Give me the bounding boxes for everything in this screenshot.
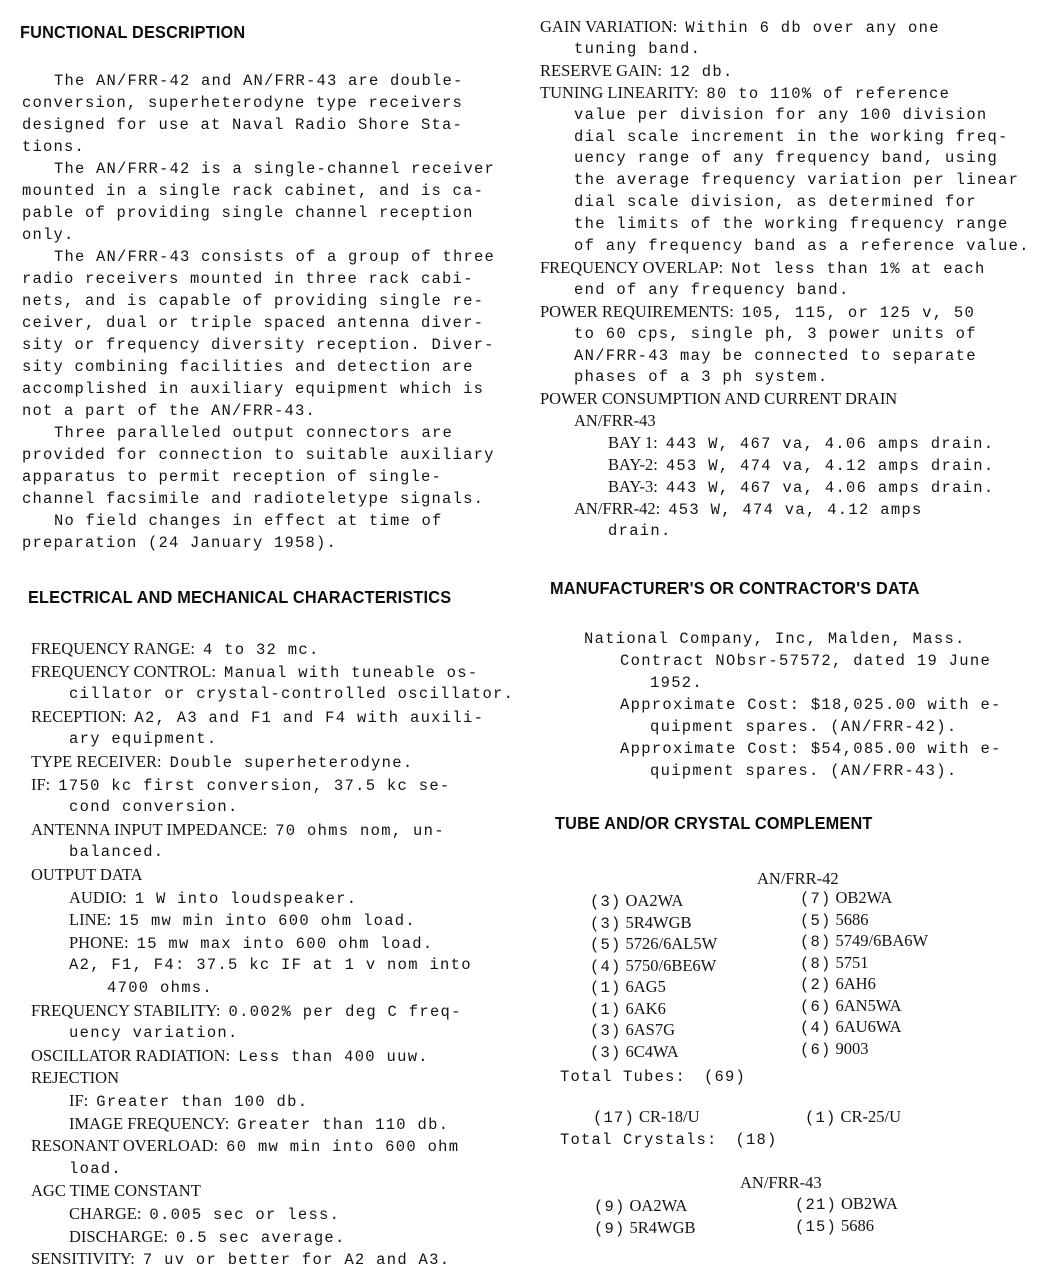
tube-qty: (8) bbox=[800, 933, 832, 951]
spec-label: FREQUENCY CONTROL: bbox=[31, 661, 217, 681]
spec-label: IMAGE FREQUENCY: bbox=[69, 1113, 230, 1133]
tube-type: 6AU6WA bbox=[835, 1017, 902, 1036]
tube-qty: (3) bbox=[590, 1022, 622, 1040]
spec-row bbox=[31, 751, 413, 774]
tube-type: 5726/6AL5W bbox=[625, 934, 718, 953]
manufacturer-line bbox=[620, 650, 991, 672]
tube-item bbox=[594, 1195, 687, 1218]
spec-value: balanced. bbox=[69, 843, 165, 862]
paragraph-line: apparatus to permit reception of single- bbox=[22, 468, 443, 486]
spec-row bbox=[574, 126, 1009, 148]
spec-label: IF: bbox=[69, 1091, 89, 1110]
manufacturer-line bbox=[584, 628, 966, 650]
tube-item bbox=[800, 887, 892, 910]
spec-value: phases of a 3 ph system. bbox=[574, 368, 829, 387]
spec-row bbox=[31, 1067, 119, 1090]
spec-row bbox=[608, 454, 994, 477]
tube-type: 5750/6BE6W bbox=[625, 955, 717, 975]
tube-qty: (4) bbox=[800, 1019, 832, 1037]
tube-qty: (3) bbox=[590, 893, 622, 911]
spec-label: GAIN VARIATION: bbox=[540, 17, 678, 36]
spec-row bbox=[31, 638, 320, 661]
tube-type: OA2WA bbox=[625, 891, 684, 910]
spec-label: CHARGE: bbox=[69, 1204, 142, 1223]
tube-qty: (2) bbox=[800, 976, 832, 994]
spec-label: RECEPTION: bbox=[31, 706, 127, 726]
paragraph-line: conversion, superheterodyne type receivers bbox=[22, 94, 464, 112]
spec-value: to 60 cps, single ph, 3 power units of bbox=[574, 324, 977, 343]
manufacturer-line bbox=[620, 738, 1002, 760]
spec-value: cillator or crystal-controlled oscillator. bbox=[69, 685, 515, 704]
tube-type: OB2WA bbox=[835, 888, 893, 907]
spec-row bbox=[31, 1045, 429, 1068]
spec-label: BAY 1: bbox=[608, 433, 658, 453]
tube-type: 6AG5 bbox=[625, 977, 666, 996]
manufacturer-line bbox=[650, 672, 703, 694]
spec-row bbox=[574, 169, 1019, 191]
spec-value: 4 to 32 mc. bbox=[202, 641, 320, 659]
paragraph-line: sity combining facilities and detection are bbox=[22, 358, 474, 376]
tube-item bbox=[795, 1215, 874, 1238]
spec-value: uency variation. bbox=[69, 1024, 239, 1043]
spec-label: IF: bbox=[31, 774, 51, 794]
spec-row bbox=[69, 954, 472, 976]
tube-item bbox=[594, 1217, 696, 1240]
spec-value: 70 ohms nom, un- bbox=[275, 821, 445, 840]
crystal-qty: (1) bbox=[805, 1109, 837, 1127]
tube-qty: (15) bbox=[795, 1217, 838, 1236]
tube-item bbox=[800, 1016, 902, 1039]
spec-value: the average frequency variation per linear bbox=[574, 171, 1020, 190]
spec-value: A2, A3 and F1 and F4 with auxili- bbox=[134, 708, 485, 727]
tube-type: 5751 bbox=[835, 952, 869, 972]
crystal-qty: (17) bbox=[593, 1109, 636, 1127]
spec-value: load. bbox=[69, 1159, 123, 1178]
manufacturer-data-heading: MANUFACTURER'S OR CONTRACTOR'S DATA bbox=[550, 578, 920, 598]
spec-value: dial scale increment in the working freq- bbox=[574, 127, 1009, 146]
spec-label: TUNING LINEARITY: bbox=[540, 82, 699, 102]
paragraph-line: Three paralleled output connectors are bbox=[54, 424, 454, 442]
tube-crystal-complement-heading: TUBE AND/OR CRYSTAL COMPLEMENT bbox=[555, 813, 873, 833]
spec-label: AN/FRR-42: bbox=[574, 498, 661, 518]
paragraph-line: preparation (24 January 1958). bbox=[22, 534, 338, 552]
spec-label: POWER REQUIREMENTS: bbox=[540, 301, 734, 321]
spec-row bbox=[574, 104, 987, 126]
manufacturer-line bbox=[620, 694, 1002, 716]
spec-row bbox=[31, 1248, 450, 1271]
spec-row bbox=[574, 191, 977, 213]
spec-label: DISCHARGE: bbox=[69, 1226, 169, 1246]
spec-label: BAY-2: bbox=[608, 455, 658, 474]
spec-row bbox=[31, 661, 478, 684]
spec-row bbox=[540, 301, 975, 324]
functional-description-heading: FUNCTIONAL DESCRIPTION bbox=[20, 22, 246, 42]
spec-value: drain. bbox=[608, 521, 672, 540]
spec-value: the limits of the working frequency range bbox=[574, 215, 1009, 234]
spec-row bbox=[69, 1226, 346, 1249]
tube-item bbox=[800, 973, 876, 996]
spec-value: 4700 ohms. bbox=[107, 979, 214, 997]
manufacturer-text: 1952. bbox=[650, 674, 704, 692]
spec-row bbox=[69, 932, 433, 955]
paragraph-line: only. bbox=[22, 226, 75, 244]
tube-qty: (8) bbox=[800, 954, 832, 973]
crystal-type: CR-25/U bbox=[840, 1107, 902, 1126]
tube-item bbox=[590, 1019, 675, 1042]
spec-value: 0.5 sec average. bbox=[176, 1228, 346, 1247]
paragraph-line: radio receivers mounted in three rack cabi- bbox=[22, 270, 474, 288]
spec-row bbox=[574, 38, 701, 60]
spec-row bbox=[69, 1090, 308, 1113]
tube-qty: (7) bbox=[800, 890, 832, 908]
functional-description-body bbox=[22, 70, 496, 554]
spec-label: RESERVE GAIN: bbox=[540, 60, 662, 80]
paragraph-line: not a part of the AN/FRR-43. bbox=[22, 402, 317, 420]
spec-label: BAY-3: bbox=[608, 476, 658, 496]
paragraph-line: The AN/FRR-42 and AN/FRR-43 are double- bbox=[54, 72, 464, 90]
paragraph-line: The AN/FRR-43 consists of a group of three bbox=[54, 248, 496, 266]
spec-row bbox=[107, 977, 213, 999]
spec-row bbox=[69, 1022, 239, 1044]
spec-value: uency range of any frequency band, using bbox=[574, 149, 999, 168]
tube-qty: (9) bbox=[594, 1219, 626, 1238]
paragraph-line: accomplished in auxiliary equipment which is bbox=[22, 380, 485, 398]
tube-type: 6AN5WA bbox=[835, 995, 902, 1015]
tube-item bbox=[800, 909, 869, 932]
tube-item bbox=[590, 912, 692, 935]
spec-label: AUDIO: bbox=[69, 887, 127, 907]
spec-row bbox=[69, 1158, 122, 1180]
spec-row bbox=[574, 345, 977, 367]
spec-row bbox=[574, 235, 1030, 257]
spec-value: Manual with tuneable os- bbox=[224, 663, 479, 682]
spec-row bbox=[574, 213, 1009, 235]
tube-type: 6AH6 bbox=[835, 974, 876, 993]
spec-row bbox=[69, 1113, 449, 1136]
spec-row bbox=[608, 520, 672, 542]
manufacturer-line bbox=[650, 716, 957, 738]
spec-label: TYPE RECEIVER: bbox=[31, 752, 162, 771]
tube-qty: (3) bbox=[590, 914, 622, 933]
spec-label: RESONANT OVERLOAD: bbox=[31, 1136, 219, 1156]
spec-label: FREQUENCY OVERLAP: bbox=[540, 257, 724, 277]
spec-label: POWER CONSUMPTION AND CURRENT DRAIN bbox=[540, 389, 898, 409]
tube-item bbox=[590, 955, 716, 978]
spec-label: OUTPUT DATA bbox=[31, 865, 143, 884]
spec-label: AGC TIME CONSTANT bbox=[31, 1181, 201, 1201]
tube-item bbox=[590, 1041, 679, 1064]
tube-type: 5749/6BA6W bbox=[835, 931, 929, 950]
spec-value: 15 mw max into 600 ohm load. bbox=[136, 934, 434, 953]
spec-value: of any frequency band as a reference value. bbox=[574, 237, 1030, 255]
spec-value: ary equipment. bbox=[69, 730, 218, 749]
spec-row bbox=[540, 16, 940, 39]
spec-value: 60 mw min into 600 ohm bbox=[226, 1138, 460, 1157]
spec-label: OSCILLATOR RADIATION: bbox=[31, 1045, 231, 1065]
spec-value: 0.002% per deg C freq- bbox=[228, 1002, 462, 1021]
spec-row bbox=[574, 279, 850, 301]
spec-row bbox=[31, 706, 484, 729]
spec-row bbox=[69, 796, 239, 818]
spec-value: end of any frequency band. bbox=[574, 280, 850, 299]
spec-row bbox=[540, 388, 897, 411]
tube-type: 5R4WGB bbox=[629, 1217, 696, 1237]
tube-qty: (9) bbox=[594, 1198, 626, 1216]
spec-row bbox=[574, 498, 923, 521]
spec-value: 15 mw min into 600 ohm load. bbox=[119, 912, 416, 931]
spec-value: value per division for any 100 division bbox=[574, 105, 988, 124]
manufacturer-text: quipment spares. (AN/FRR-42). bbox=[650, 718, 958, 736]
spec-value: 1 W into loudspeaker. bbox=[134, 889, 358, 908]
paragraph-line: ceiver, dual or triple spaced antenna diver- bbox=[22, 314, 485, 332]
spec-row bbox=[31, 819, 445, 842]
paragraph-line: channel facsimile and radioteletype signals. bbox=[22, 490, 485, 508]
tube-item bbox=[800, 995, 902, 1018]
spec-row bbox=[540, 82, 950, 105]
tube-type: 6AS7G bbox=[625, 1020, 676, 1039]
spec-row bbox=[574, 366, 828, 388]
tube-qty: (6) bbox=[800, 997, 832, 1016]
frr42-total-crystals: Total Crystals: (18) bbox=[560, 1131, 778, 1149]
spec-row bbox=[31, 1000, 462, 1023]
spec-row bbox=[31, 774, 451, 797]
paragraph-line: designed for use at Naval Radio Shore Sta- bbox=[22, 116, 464, 134]
spec-row bbox=[69, 728, 217, 750]
spec-value: Greater than 110 db. bbox=[237, 1115, 450, 1134]
spec-value: 1750 kc first conversion, 37.5 kc se- bbox=[58, 776, 451, 795]
tube-qty: (5) bbox=[800, 911, 832, 930]
tube-type: 6AK6 bbox=[625, 998, 666, 1018]
spec-value: 12 db. bbox=[669, 62, 734, 81]
tube-type: OB2WA bbox=[841, 1194, 898, 1213]
tube-type: 6C4WA bbox=[625, 1041, 679, 1061]
spec-row bbox=[31, 1180, 201, 1203]
tube-item bbox=[795, 1193, 898, 1216]
spec-value: Double superheterodyne. bbox=[169, 754, 414, 772]
spec-row bbox=[574, 410, 656, 433]
spec-value: AN/FRR-43 may be connected to separate bbox=[574, 346, 977, 365]
spec-value: Within 6 db over any one bbox=[685, 19, 940, 37]
spec-value: 453 W, 474 va, 4.12 amps bbox=[668, 500, 923, 519]
crystal-item bbox=[805, 1106, 901, 1129]
paragraph-line: tions. bbox=[22, 138, 86, 156]
crystal-type: CR-18/U bbox=[639, 1107, 700, 1126]
paragraph-line: mounted in a single rack cabinet, and is ca- bbox=[22, 182, 485, 200]
spec-value: Not less than 1% at each bbox=[731, 259, 986, 278]
tube-item bbox=[590, 998, 666, 1021]
manufacturer-text: Approximate Cost: $54,085.00 with e- bbox=[620, 740, 1002, 758]
spec-row bbox=[608, 476, 994, 499]
spec-row bbox=[608, 432, 994, 455]
tube-item bbox=[590, 976, 666, 999]
spec-row bbox=[574, 323, 977, 345]
tube-qty: (5) bbox=[590, 936, 622, 954]
tube-item bbox=[590, 933, 717, 956]
spec-value: 0.005 sec or less. bbox=[149, 1206, 341, 1224]
spec-row bbox=[540, 60, 734, 83]
paragraph-line: sity or frequency diversity reception. Diver- bbox=[22, 336, 495, 354]
spec-value: 443 W, 467 va, 4.06 amps drain. bbox=[665, 478, 995, 497]
spec-row bbox=[69, 841, 164, 863]
manufacturer-text: quipment spares. (AN/FRR-43). bbox=[650, 762, 958, 780]
spec-row bbox=[31, 864, 143, 887]
manufacturer-line bbox=[650, 760, 957, 782]
spec-value: dial scale division, as determined for bbox=[574, 193, 977, 212]
spec-label: FREQUENCY STABILITY: bbox=[31, 1000, 221, 1020]
crystal-item bbox=[593, 1106, 700, 1129]
paragraph-line: pable of providing single channel reception bbox=[22, 204, 474, 222]
tube-item bbox=[800, 1038, 869, 1061]
tube-qty: (4) bbox=[590, 957, 622, 976]
spec-row bbox=[69, 683, 514, 705]
tube-qty: (3) bbox=[590, 1043, 622, 1062]
tube-type: 5686 bbox=[835, 909, 869, 929]
spec-label: REJECTION bbox=[31, 1068, 119, 1088]
spec-row bbox=[69, 887, 357, 910]
manufacturer-text: Approximate Cost: $18,025.00 with e- bbox=[620, 696, 1002, 714]
spec-row bbox=[574, 147, 998, 169]
tube-qty: (1) bbox=[590, 1000, 622, 1019]
electrical-characteristics-heading: ELECTRICAL AND MECHANICAL CHARACTERISTICS bbox=[28, 587, 452, 607]
spec-value: 453 W, 474 va, 4.12 amps drain. bbox=[665, 457, 995, 475]
tube-item bbox=[590, 890, 683, 913]
spec-label: ANTENNA INPUT IMPEDANCE: bbox=[31, 819, 268, 839]
manufacturer-text: Contract NObsr-57572, dated 19 June bbox=[620, 652, 992, 670]
tube-qty: (6) bbox=[800, 1040, 832, 1059]
paragraph-line: The AN/FRR-42 is a single-channel receiver bbox=[54, 160, 496, 178]
spec-row bbox=[69, 1203, 340, 1226]
tube-type: 5R4WGB bbox=[625, 912, 692, 932]
tube-item bbox=[800, 952, 869, 975]
tube-type: 9003 bbox=[835, 1038, 869, 1058]
spec-value: cond conversion. bbox=[69, 798, 239, 817]
spec-value: 80 to 110% of reference bbox=[706, 84, 951, 103]
paragraph-line: No field changes in effect at time of bbox=[54, 512, 443, 530]
spec-label: SENSITIVITY: bbox=[31, 1249, 135, 1269]
spec-label: FREQUENCY RANGE: bbox=[31, 639, 195, 658]
spec-value: 105, 115, or 125 v, 50 bbox=[741, 303, 976, 322]
tube-type: OA2WA bbox=[629, 1196, 688, 1215]
spec-label: PHONE: bbox=[69, 932, 129, 952]
spec-value: 443 W, 467 va, 4.06 amps drain. bbox=[665, 435, 995, 454]
tube-item bbox=[800, 930, 928, 953]
tube-qty: (1) bbox=[590, 979, 622, 997]
spec-value: tuning band. bbox=[574, 39, 702, 58]
spec-label: LINE: bbox=[69, 910, 112, 930]
paragraph-line: provided for connection to suitable auxiliary bbox=[22, 446, 495, 464]
spec-value: A2, F1, F4: 37.5 kc IF at 1 v nom into bbox=[69, 956, 472, 975]
spec-row bbox=[31, 1135, 459, 1158]
frr42-total-tubes: Total Tubes: (69) bbox=[560, 1068, 747, 1086]
paragraph-line: nets, and is capable of providing single re- bbox=[22, 292, 485, 310]
spec-value: Less than 400 uuw. bbox=[238, 1047, 429, 1066]
spec-row bbox=[69, 909, 416, 932]
spec-row bbox=[540, 257, 986, 280]
frr43-title: AN/FRR-43 bbox=[740, 1173, 822, 1192]
spec-value: Greater than 100 db. bbox=[96, 1093, 309, 1111]
spec-value: 7 uv or better for A2 and A3. bbox=[142, 1251, 451, 1270]
tube-type: 5686 bbox=[841, 1215, 875, 1235]
tube-qty: (21) bbox=[795, 1196, 838, 1214]
spec-label: AN/FRR-43 bbox=[574, 411, 656, 431]
manufacturer-text: National Company, Inc, Malden, Mass. bbox=[584, 630, 966, 648]
frr42-title: AN/FRR-42 bbox=[757, 869, 839, 888]
